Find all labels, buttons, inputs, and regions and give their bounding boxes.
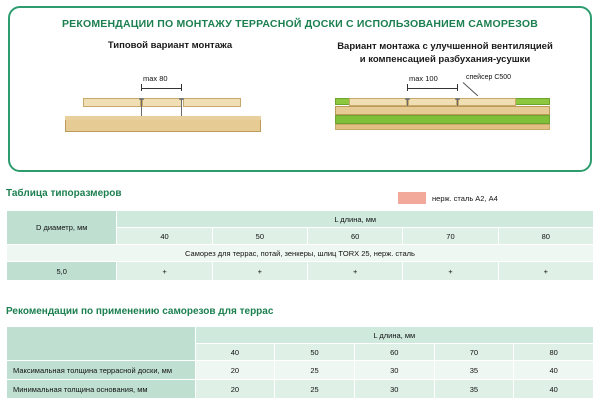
right-variant-subtitle — [310, 40, 580, 66]
length-header-1: 50 — [212, 228, 307, 245]
deck-board — [408, 98, 457, 106]
sizes-table — [6, 210, 594, 281]
recommendation-panel — [8, 6, 592, 172]
length-header-1: 50 — [275, 344, 355, 361]
usage-corner-cell — [7, 327, 196, 361]
length-header-0: 40 — [195, 344, 275, 361]
legend-label: нерж. сталь А2, А4 — [432, 193, 498, 203]
row0-value-3: 35 — [434, 361, 514, 380]
row0-value-4: 40 — [514, 361, 594, 380]
dim-line — [141, 88, 182, 89]
deck-board — [458, 98, 516, 106]
diameter-value: 5,0 — [7, 262, 117, 281]
row0-value-1: 25 — [275, 361, 355, 380]
length-span-header: L длина, мм — [117, 211, 594, 228]
table-row — [7, 211, 594, 228]
length-header-3: 70 — [434, 344, 514, 361]
screw-description-row: Саморез для террас, потай, зенкеры, шлиц TORX 25, нерж. сталь — [7, 245, 594, 262]
right-variant-subtitle-line1: Вариант монтажа с улучшенной вентиляцией — [337, 41, 553, 52]
row0-value-0: 20 — [195, 361, 275, 380]
callout-leader-line — [463, 82, 479, 96]
dim-line — [407, 88, 458, 89]
availability-mark-4: + — [498, 262, 593, 281]
usage-table — [6, 326, 594, 399]
left-installation-diagram — [65, 74, 280, 150]
table-row — [7, 262, 594, 281]
spacer-callout-label: спейсер C500 — [466, 74, 512, 81]
length-header-2: 60 — [308, 228, 403, 245]
legend — [398, 192, 498, 204]
length-header-2: 60 — [354, 344, 434, 361]
row-label-0: Максимальная толщина террасной доски, мм — [7, 361, 196, 380]
right-variant-subtitle-line2: и компенсацией разбухания-усушки — [359, 54, 531, 65]
length-header-0: 40 — [117, 228, 212, 245]
row1-value-0: 20 — [195, 380, 275, 399]
left-variant-subtitle: Типовой вариант монтажа — [107, 40, 233, 51]
section-heading-sizes: Таблица типоразмеров — [6, 188, 122, 199]
ground-layer — [335, 124, 550, 130]
table-row — [7, 327, 594, 344]
diameter-header: D диаметр, мм — [7, 211, 117, 245]
table-row — [7, 245, 594, 262]
table-row — [7, 361, 594, 380]
row0-value-2: 30 — [354, 361, 434, 380]
deck-board — [83, 98, 141, 107]
availability-mark-3: + — [403, 262, 498, 281]
length-header-4: 80 — [514, 344, 594, 361]
legend-swatch — [398, 192, 426, 204]
row-label-1: Минимальная толщина основания, мм — [7, 380, 196, 399]
deck-board — [349, 98, 407, 106]
left-dimension-label: max 80 — [143, 74, 168, 83]
deck-board — [183, 98, 241, 107]
row1-value-3: 35 — [434, 380, 514, 399]
table-row — [7, 380, 594, 399]
availability-mark-1: + — [212, 262, 307, 281]
joist-top-edge — [65, 116, 261, 120]
base-layer — [335, 115, 550, 124]
support-joist — [335, 106, 550, 115]
page-title: РЕКОМЕНДАЦИИ ПО МОНТАЖУ ТЕРРАСНОЙ ДОСКИ С ИСПОЛЬЗОВАНИЕМ САМОРЕЗОВ — [61, 18, 539, 30]
length-header-4: 80 — [498, 228, 593, 245]
right-installation-diagram — [335, 74, 565, 150]
length-header-3: 70 — [403, 228, 498, 245]
right-dimension-label: max 100 — [409, 74, 438, 83]
deck-board — [142, 98, 182, 107]
row1-value-4: 40 — [514, 380, 594, 399]
length-span-header: L длина, мм — [195, 327, 593, 344]
availability-mark-2: + — [308, 262, 403, 281]
row1-value-1: 25 — [275, 380, 355, 399]
availability-mark-0: + — [117, 262, 212, 281]
row1-value-2: 30 — [354, 380, 434, 399]
section-heading-usage: Рекомендации по применению саморезов для террас — [6, 306, 274, 317]
